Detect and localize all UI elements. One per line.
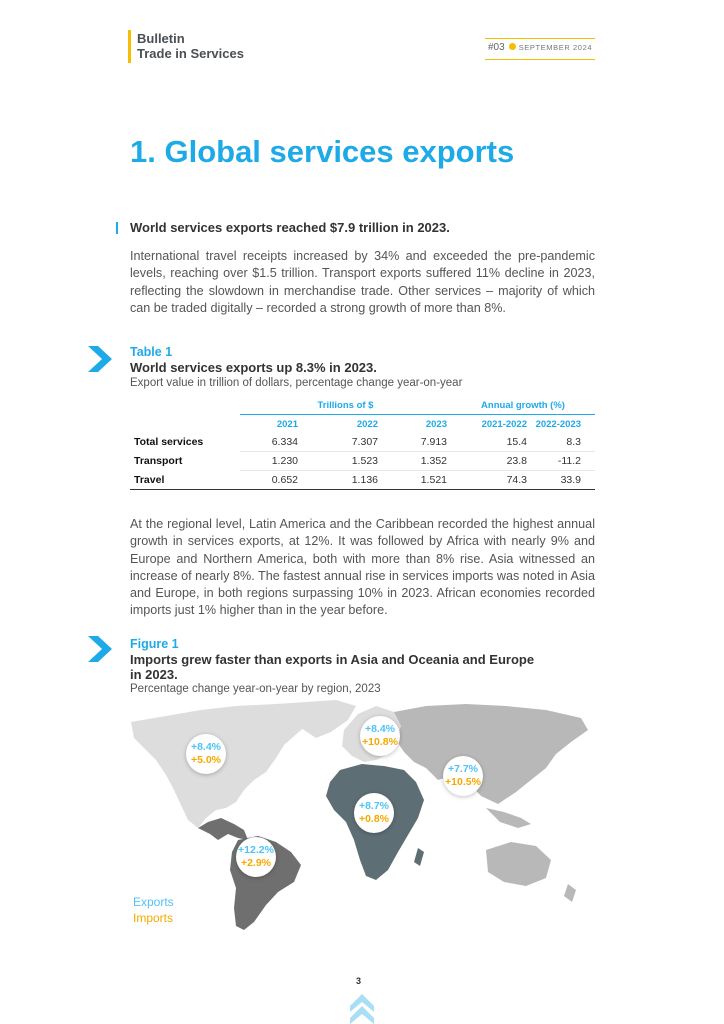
table-cell: 1.521 <box>382 471 451 490</box>
table-subtitle: Export value in trillion of dollars, percentage change year-on-year <box>130 377 463 389</box>
kicker-headline: World services exports reached $7.9 trillion in 2023. <box>130 220 450 235</box>
row-label: Travel <box>130 471 240 490</box>
region-bubble-northern-america <box>186 734 226 774</box>
group-header-trillions: Trillions of $ <box>240 396 451 415</box>
bulletin-brand <box>137 31 244 61</box>
issue-rule-bottom <box>485 59 595 60</box>
chevron-up-icon <box>350 994 374 1024</box>
column-header: 2021 <box>276 418 298 430</box>
column-header: 2021-2022 <box>481 418 527 430</box>
table-label: Table 1 <box>130 345 173 359</box>
region-bubble-asia <box>443 756 483 796</box>
kicker-accent-bar <box>116 222 118 234</box>
section-title: 1. Global services exports <box>130 134 515 169</box>
column-header: 2023 <box>425 418 447 430</box>
table-group-header <box>130 396 595 415</box>
table-cell: 23.8 <box>451 452 531 471</box>
region-bubble-europe <box>360 716 400 756</box>
table-cell: 15.4 <box>506 436 527 448</box>
export-value: +8.4% <box>190 741 222 753</box>
figure-label: Figure 1 <box>130 637 179 651</box>
map-region-asia <box>394 704 588 804</box>
table-cell: 74.3 <box>451 471 531 490</box>
table-cell: 1.230 <box>240 452 302 471</box>
legend-exports: Exports <box>133 895 174 909</box>
chevron-right-icon <box>88 346 112 372</box>
import-value: +10.5% <box>445 776 481 788</box>
region-bubble-africa <box>354 793 394 833</box>
issue-tag <box>488 42 592 53</box>
table-row <box>130 471 595 490</box>
export-value: +8.4% <box>364 723 396 735</box>
regional-paragraph: At the regional level, Latin America and the Caribbean recorded the highest annual growth in services exports, at 12%. It was followed by Africa with nearly 9% and Europe and Northern America, both with more than 8% rise. Asia witnessed an increase of nearly 8%. The fastest annual rise in services imports was noted in Asia and Europe, in both regions surpassing 10% in 2023. African economies recorded imports just 1% higher than in the year before. <box>130 517 595 618</box>
map-region-australia <box>486 842 551 886</box>
export-value: +8.7% <box>358 800 390 812</box>
import-value: +10.8% <box>362 736 398 748</box>
table-cell: 1.136 <box>302 471 382 490</box>
table-cell: 1.352 <box>382 452 451 471</box>
table-cell: 7.913 <box>420 436 447 448</box>
export-value: +7.7% <box>447 763 479 775</box>
map-legend <box>133 894 174 926</box>
brand-accent-bar <box>128 30 131 63</box>
table-cell: 33.9 <box>531 471 595 490</box>
map-region-southeast-asia <box>486 808 531 828</box>
page-number: 3 <box>356 976 362 986</box>
table-cell: 1.523 <box>302 452 382 471</box>
table-cell: 6.334 <box>271 436 298 448</box>
brand-line-2: Trade in Services <box>137 46 244 61</box>
map-region-central-america <box>198 818 248 840</box>
legend-imports: Imports <box>133 911 174 925</box>
figure-subtitle: Percentage change year-on-year by region, 2023 <box>130 683 381 695</box>
map-region-madagascar <box>414 848 424 866</box>
table-cell: 8.3 <box>566 436 581 448</box>
map-region-new-zealand <box>564 884 576 902</box>
table-cell: -11.2 <box>531 452 595 471</box>
import-value: +2.9% <box>240 857 272 869</box>
row-label: Total services <box>134 436 204 449</box>
row-label: Transport <box>134 455 183 467</box>
table-column-header <box>130 415 595 434</box>
brand-line-1: Bulletin <box>137 31 185 46</box>
group-header-growth: Annual growth (%) <box>451 396 595 415</box>
table-row <box>130 433 595 452</box>
figure-title-line-1: Imports grew faster than exports in Asia and Oceania and Europe <box>130 652 535 667</box>
column-header: 2022-2023 <box>535 418 581 430</box>
column-header: 2022 <box>356 418 378 430</box>
issue-dot-icon <box>509 43 516 50</box>
intro-paragraph: International travel receipts increased by 34% and exceeded the pre-pandemic levels, reaching over $1.5 trillion. Transport exports suffered 11% decline in 2023, reflecting the slowdown in merchandise trade. Other services – majority of which can be traded digitally – recorded a strong growth of more than 8%. <box>130 249 595 315</box>
table-cell: 7.307 <box>351 436 378 448</box>
region-bubble-latin-america <box>236 837 276 877</box>
export-value: +12.2% <box>238 844 274 856</box>
table-cell: 0.652 <box>240 471 302 490</box>
import-value: +5.0% <box>190 754 222 766</box>
table-title: World services exports up 8.3% in 2023. <box>130 360 377 375</box>
issue-rule-top <box>485 38 595 39</box>
figure-title <box>130 652 534 682</box>
issue-number: #03 <box>488 42 505 53</box>
chevron-right-icon <box>88 636 112 662</box>
services-exports-table <box>130 396 595 490</box>
import-value: +0.8% <box>358 813 390 825</box>
figure-title-line-2: in 2023. <box>130 667 178 682</box>
table-row <box>130 452 595 471</box>
issue-month: SEPTEMBER 2024 <box>518 43 593 52</box>
